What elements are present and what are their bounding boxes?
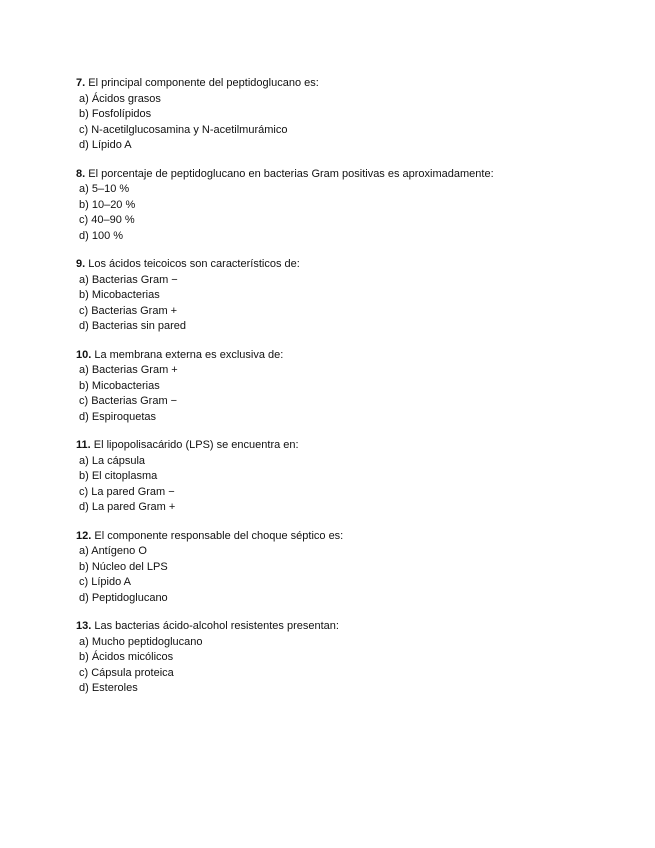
option-d: d) Espiroquetas (79, 410, 157, 423)
option-d: d) La pared Gram + (79, 501, 176, 513)
option-a: a) Bacterias Gram − (79, 273, 178, 286)
option-a: a) La cápsula (79, 454, 146, 467)
option-d: d) Lípido A (79, 139, 132, 151)
question-stem (76, 529, 616, 545)
option-d: d) Esteroles (79, 682, 138, 694)
option-c: c) N-acetilglucosamina y N-acetilmurámico (79, 123, 288, 136)
option-a: a) Ácidos grasos (79, 92, 161, 105)
question-number: 7. (76, 77, 86, 89)
question-number: 11. (76, 439, 91, 451)
question-text: El lipopolisacárido (LPS) se encuentra en: (90, 439, 299, 451)
option-b: b) El citoplasma (79, 470, 158, 482)
option-c: c) Bacterias Gram + (79, 304, 178, 317)
option-c: c) Bacterias Gram − (79, 395, 178, 407)
option-a: a) Bacterias Gram + (79, 364, 178, 376)
option-a: a) 5–10 % (79, 183, 130, 195)
question-number: 12. (76, 529, 92, 542)
question-stem (76, 257, 616, 273)
question-list (76, 76, 616, 710)
option-b: b) Fosfolípidos (79, 108, 152, 120)
option-a: a) Antígeno O (79, 545, 147, 557)
option-d: d) Peptidoglucano (79, 591, 168, 604)
question-stem (76, 619, 616, 635)
option-b: b) Micobacterias (79, 289, 160, 301)
option-b: b) Ácidos micólicos (79, 651, 174, 663)
question-text: Las bacterias ácido-alcohol resistentes presentan: (91, 620, 339, 632)
question-12 (76, 529, 616, 607)
question-number: 13. (76, 620, 92, 632)
question-text: Los ácidos teicoicos son característicos de: (85, 258, 300, 270)
question-text: La membrana externa es exclusiva de: (91, 348, 284, 361)
option-c: c) La pared Gram − (79, 485, 175, 498)
question-stem (76, 438, 616, 454)
question-11 (76, 438, 616, 516)
option-a: a) Mucho peptidoglucano (79, 635, 203, 648)
question-13 (76, 619, 616, 697)
question-number: 9. (76, 258, 86, 270)
question-text: El principal componente del peptidoglucano es: (85, 77, 319, 89)
question-stem (76, 348, 616, 364)
question-7 (76, 76, 616, 154)
option-c: c) Lípido A (79, 576, 131, 588)
question-number: 10. (76, 348, 92, 361)
option-c: c) 40–90 % (79, 214, 135, 226)
option-b: b) Núcleo del LPS (79, 560, 168, 573)
option-b: b) Micobacterias (79, 379, 160, 392)
question-10 (76, 348, 616, 426)
question-9 (76, 257, 616, 335)
question-text: El porcentaje de peptidoglucano en bacterias Gram positivas es aproximadamente: (85, 167, 494, 180)
question-stem (76, 76, 616, 92)
question-text: El componente responsable del choque séptico es: (91, 529, 344, 542)
question-stem (76, 167, 616, 183)
option-d: d) 100 % (79, 229, 124, 242)
question-number: 8. (76, 167, 86, 180)
option-c: c) Cápsula proteica (79, 666, 174, 679)
option-d: d) Bacterias sin pared (79, 320, 186, 332)
question-8 (76, 167, 616, 245)
option-b: b) 10–20 % (79, 198, 136, 211)
